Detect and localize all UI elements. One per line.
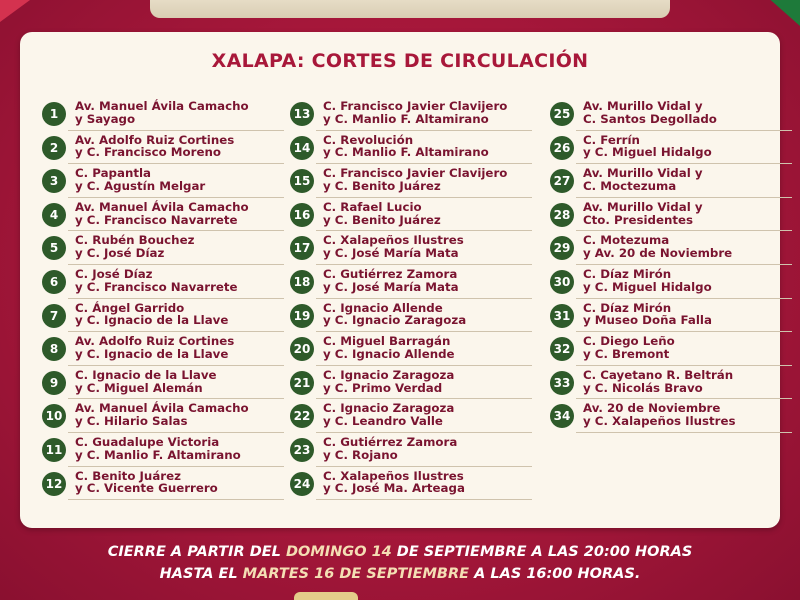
number-badge: 27 — [550, 169, 574, 193]
divider — [316, 197, 532, 198]
page-title: XALAPA: CORTES DE CIRCULACIÓN — [211, 50, 589, 72]
closure-item — [550, 400, 790, 434]
schedule-text: DE SEPTIEMBRE A LAS 20:00 HORAS — [391, 544, 693, 560]
divider — [576, 230, 792, 231]
closure-location — [75, 335, 282, 361]
number-badge: 2 — [42, 136, 66, 160]
divider — [576, 163, 792, 164]
divider — [68, 331, 284, 332]
number-badge: 19 — [290, 304, 314, 328]
closure-location — [75, 100, 282, 126]
number-badge: 14 — [290, 136, 314, 160]
street-primary: Av. Adolfo Ruiz Cortines — [75, 132, 235, 147]
number-badge: 10 — [42, 404, 66, 428]
street-primary: C. José Díaz — [75, 266, 153, 281]
closure-location — [583, 369, 790, 395]
closure-location — [75, 470, 282, 496]
street-cross: y Av. 20 de Noviembre — [583, 246, 733, 261]
closure-item — [42, 165, 282, 199]
closure-item — [42, 266, 282, 300]
closure-location — [323, 402, 530, 428]
number-badge: 1 — [42, 102, 66, 126]
closure-item — [42, 300, 282, 334]
closure-item — [42, 400, 282, 434]
closure-location — [583, 134, 790, 160]
number-badge: 21 — [290, 371, 314, 395]
schedule-line-2 — [0, 563, 800, 585]
divider — [316, 398, 532, 399]
street-primary: C. Ignacio Allende — [323, 300, 443, 315]
divider — [576, 331, 792, 332]
closure-location — [323, 134, 530, 160]
closure-item — [550, 300, 790, 334]
divider — [68, 163, 284, 164]
closure-item — [550, 132, 790, 166]
number-badge: 26 — [550, 136, 574, 160]
closure-item — [550, 98, 790, 132]
divider — [576, 365, 792, 366]
closure-location — [323, 201, 530, 227]
divider — [68, 130, 284, 131]
closure-schedule — [0, 541, 800, 585]
street-primary: C. Ferrín — [583, 132, 640, 147]
closure-item — [290, 468, 530, 502]
closure-location — [583, 402, 790, 428]
street-primary: Av. Manuel Ávila Camacho — [75, 99, 249, 113]
divider — [316, 466, 532, 467]
street-primary: C. Rafael Lucio — [323, 199, 422, 214]
street-primary: C. Ignacio de la Llave — [75, 367, 217, 382]
street-cross: C. Moctezuma — [583, 178, 677, 193]
closure-item — [42, 468, 282, 502]
closures-card — [20, 32, 780, 528]
street-cross: y C. Manlio F. Altamirano — [75, 447, 241, 462]
number-badge: 34 — [550, 404, 574, 428]
number-badge: 17 — [290, 236, 314, 260]
divider — [576, 197, 792, 198]
closures-column-1 — [42, 98, 282, 501]
street-cross: y C. Benito Juárez — [323, 212, 441, 227]
closure-location — [323, 234, 530, 260]
street-primary: Av. Murillo Vidal y — [583, 166, 703, 181]
closure-item — [550, 165, 790, 199]
street-primary: C. Ángel Garrido — [75, 300, 185, 315]
street-cross: y C. José María Mata — [323, 246, 459, 261]
number-badge: 24 — [290, 472, 314, 496]
street-cross: y C. Xalapeños Ilustres — [583, 414, 736, 429]
closure-item — [550, 367, 790, 401]
street-primary: Av. Manuel Ávila Camacho — [75, 401, 249, 416]
street-primary: C. Miguel Barragán — [323, 334, 451, 349]
divider — [316, 163, 532, 164]
divider — [576, 264, 792, 265]
schedule-highlight: DOMINGO 14 — [285, 544, 392, 560]
street-primary: C. Motezuma — [583, 233, 670, 248]
street-primary: C. Guadalupe Victoria — [75, 434, 220, 449]
divider — [68, 432, 284, 433]
closure-item — [42, 333, 282, 367]
divider — [576, 130, 792, 131]
number-badge: 20 — [290, 337, 314, 361]
closure-location — [583, 302, 790, 328]
street-primary: C. Ignacio Zaragoza — [323, 367, 455, 382]
closure-item — [290, 199, 530, 233]
number-badge: 23 — [290, 438, 314, 462]
closure-location — [323, 302, 530, 328]
number-badge: 8 — [42, 337, 66, 361]
top-banner-strip — [150, 0, 670, 18]
street-cross: y C. Agustín Melgar — [75, 178, 206, 193]
closure-location — [75, 201, 282, 227]
closure-item — [290, 300, 530, 334]
closure-location — [75, 436, 282, 462]
street-cross: y C. Nicolás Bravo — [583, 380, 703, 395]
divider — [68, 398, 284, 399]
closure-location — [75, 268, 282, 294]
closure-location — [323, 268, 530, 294]
closure-item — [42, 367, 282, 401]
closure-location — [583, 234, 790, 260]
street-primary: C. Benito Juárez — [75, 468, 181, 483]
closure-item — [550, 199, 790, 233]
street-primary: Av. Murillo Vidal y — [583, 199, 703, 214]
number-badge: 30 — [550, 270, 574, 294]
street-cross: y C. Miguel Alemán — [75, 380, 203, 395]
closure-item — [42, 132, 282, 166]
street-cross: y C. José Díaz — [75, 246, 165, 261]
street-cross: y C. Miguel Hidalgo — [583, 279, 712, 294]
closure-item — [290, 400, 530, 434]
street-primary: C. Cayetano R. Beltrán — [583, 367, 734, 382]
closure-location — [323, 100, 530, 126]
number-badge: 4 — [42, 203, 66, 227]
closure-item — [290, 232, 530, 266]
street-cross: y Sayago — [75, 111, 136, 126]
number-badge: 16 — [290, 203, 314, 227]
street-primary: Av. Murillo Vidal y — [583, 99, 703, 113]
closure-item — [550, 232, 790, 266]
closure-item — [290, 98, 530, 132]
closure-location — [323, 167, 530, 193]
divider — [316, 130, 532, 131]
street-primary: C. Díaz Mirón — [583, 266, 672, 281]
number-badge: 6 — [42, 270, 66, 294]
street-primary: Av. Adolfo Ruiz Cortines — [75, 334, 235, 349]
closure-item — [42, 232, 282, 266]
closure-location — [583, 335, 790, 361]
closures-column-2 — [290, 98, 530, 501]
divider — [68, 365, 284, 366]
schedule-text: HASTA EL — [159, 566, 243, 582]
number-badge: 7 — [42, 304, 66, 328]
closure-location — [323, 369, 530, 395]
street-cross: y C. Francisco Navarrete — [75, 279, 238, 294]
number-badge: 13 — [290, 102, 314, 126]
closure-item — [290, 165, 530, 199]
schedule-line-1 — [0, 541, 800, 563]
street-cross: y C. Rojano — [323, 447, 398, 462]
divider — [316, 298, 532, 299]
closure-item — [290, 132, 530, 166]
number-badge: 31 — [550, 304, 574, 328]
street-primary: C. Diego Leño — [583, 334, 675, 349]
number-badge: 12 — [42, 472, 66, 496]
street-cross: y C. Francisco Moreno — [75, 145, 221, 160]
number-badge: 15 — [290, 169, 314, 193]
closure-item — [290, 434, 530, 468]
street-cross: y C. Francisco Navarrete — [75, 212, 238, 227]
closure-location — [75, 234, 282, 260]
divider — [68, 298, 284, 299]
street-primary: C. Xalapeños Ilustres — [323, 468, 464, 483]
street-cross: Cto. Presidentes — [583, 212, 694, 227]
closure-item — [42, 98, 282, 132]
number-badge: 22 — [290, 404, 314, 428]
street-cross: y C. Hilario Salas — [75, 414, 188, 429]
street-primary: C. Rubén Bouchez — [75, 233, 195, 248]
schedule-text: CIERRE A PARTIR DEL — [107, 544, 286, 560]
number-badge: 28 — [550, 203, 574, 227]
street-primary: C. Xalapeños Ilustres — [323, 233, 464, 248]
number-badge: 3 — [42, 169, 66, 193]
street-cross: y C. Manlio F. Altamirano — [323, 145, 489, 160]
closure-location — [75, 369, 282, 395]
divider — [68, 230, 284, 231]
street-primary: C. Gutiérrez Zamora — [323, 266, 458, 281]
street-cross: y C. Ignacio Allende — [323, 346, 455, 361]
street-cross: y C. Benito Juárez — [323, 178, 441, 193]
street-cross: y C. Ignacio de la Llave — [75, 313, 229, 328]
closure-location — [583, 100, 790, 126]
divider — [576, 298, 792, 299]
divider — [68, 264, 284, 265]
number-badge: 25 — [550, 102, 574, 126]
divider — [316, 230, 532, 231]
street-primary: C. Díaz Mirón — [583, 300, 672, 315]
street-primary: C. Gutiérrez Zamora — [323, 434, 458, 449]
street-primary: Av. 20 de Noviembre — [583, 401, 721, 416]
street-cross: y C. Manlio F. Altamirano — [323, 111, 489, 126]
number-badge: 5 — [42, 236, 66, 260]
closure-location — [323, 436, 530, 462]
divider — [576, 398, 792, 399]
closure-item — [290, 367, 530, 401]
divider — [68, 197, 284, 198]
street-primary: C. Francisco Javier Clavijero — [323, 99, 508, 113]
closure-location — [323, 470, 530, 496]
divider — [68, 499, 284, 500]
closure-item — [550, 333, 790, 367]
closure-location — [75, 134, 282, 160]
closure-item — [290, 266, 530, 300]
street-primary: C. Papantla — [75, 166, 151, 181]
street-primary: C. Revolución — [323, 132, 414, 147]
street-cross: y C. Miguel Hidalgo — [583, 145, 712, 160]
street-cross: y C. Vicente Guerrero — [75, 481, 218, 496]
divider — [68, 466, 284, 467]
closure-location — [583, 167, 790, 193]
street-cross: y C. Leandro Valle — [323, 414, 443, 429]
number-badge: 32 — [550, 337, 574, 361]
closure-item — [550, 266, 790, 300]
number-badge: 33 — [550, 371, 574, 395]
closure-location — [75, 302, 282, 328]
divider — [316, 499, 532, 500]
street-primary: C. Francisco Javier Clavijero — [323, 166, 508, 181]
divider — [316, 432, 532, 433]
number-badge: 18 — [290, 270, 314, 294]
number-badge: 9 — [42, 371, 66, 395]
street-cross: C. Santos Degollado — [583, 111, 717, 126]
street-cross: y Museo Doña Falla — [583, 313, 712, 328]
bottom-tab-decoration — [294, 592, 358, 600]
closure-location — [323, 335, 530, 361]
closures-column-3 — [550, 98, 790, 434]
street-cross: y C. Ignacio de la Llave — [75, 346, 229, 361]
street-cross: y C. José María Mata — [323, 279, 459, 294]
closure-item — [42, 434, 282, 468]
street-primary: C. Ignacio Zaragoza — [323, 401, 455, 416]
street-cross: y C. Bremont — [583, 346, 670, 361]
closure-location — [75, 167, 282, 193]
divider — [316, 365, 532, 366]
street-cross: y C. Ignacio Zaragoza — [323, 313, 467, 328]
closure-location — [583, 268, 790, 294]
street-cross: y C. José Ma. Arteaga — [323, 481, 465, 496]
closure-location — [75, 402, 282, 428]
number-badge: 11 — [42, 438, 66, 462]
closure-item — [42, 199, 282, 233]
closure-location — [583, 201, 790, 227]
closure-item — [290, 333, 530, 367]
divider — [576, 432, 792, 433]
schedule-highlight: MARTES 16 DE SEPTIEMBRE — [242, 566, 470, 582]
street-primary: Av. Manuel Ávila Camacho — [75, 199, 249, 214]
divider — [316, 331, 532, 332]
divider — [316, 264, 532, 265]
schedule-text: A LAS 16:00 HORAS. — [469, 566, 641, 582]
number-badge: 29 — [550, 236, 574, 260]
street-cross: y C. Primo Verdad — [323, 380, 443, 395]
